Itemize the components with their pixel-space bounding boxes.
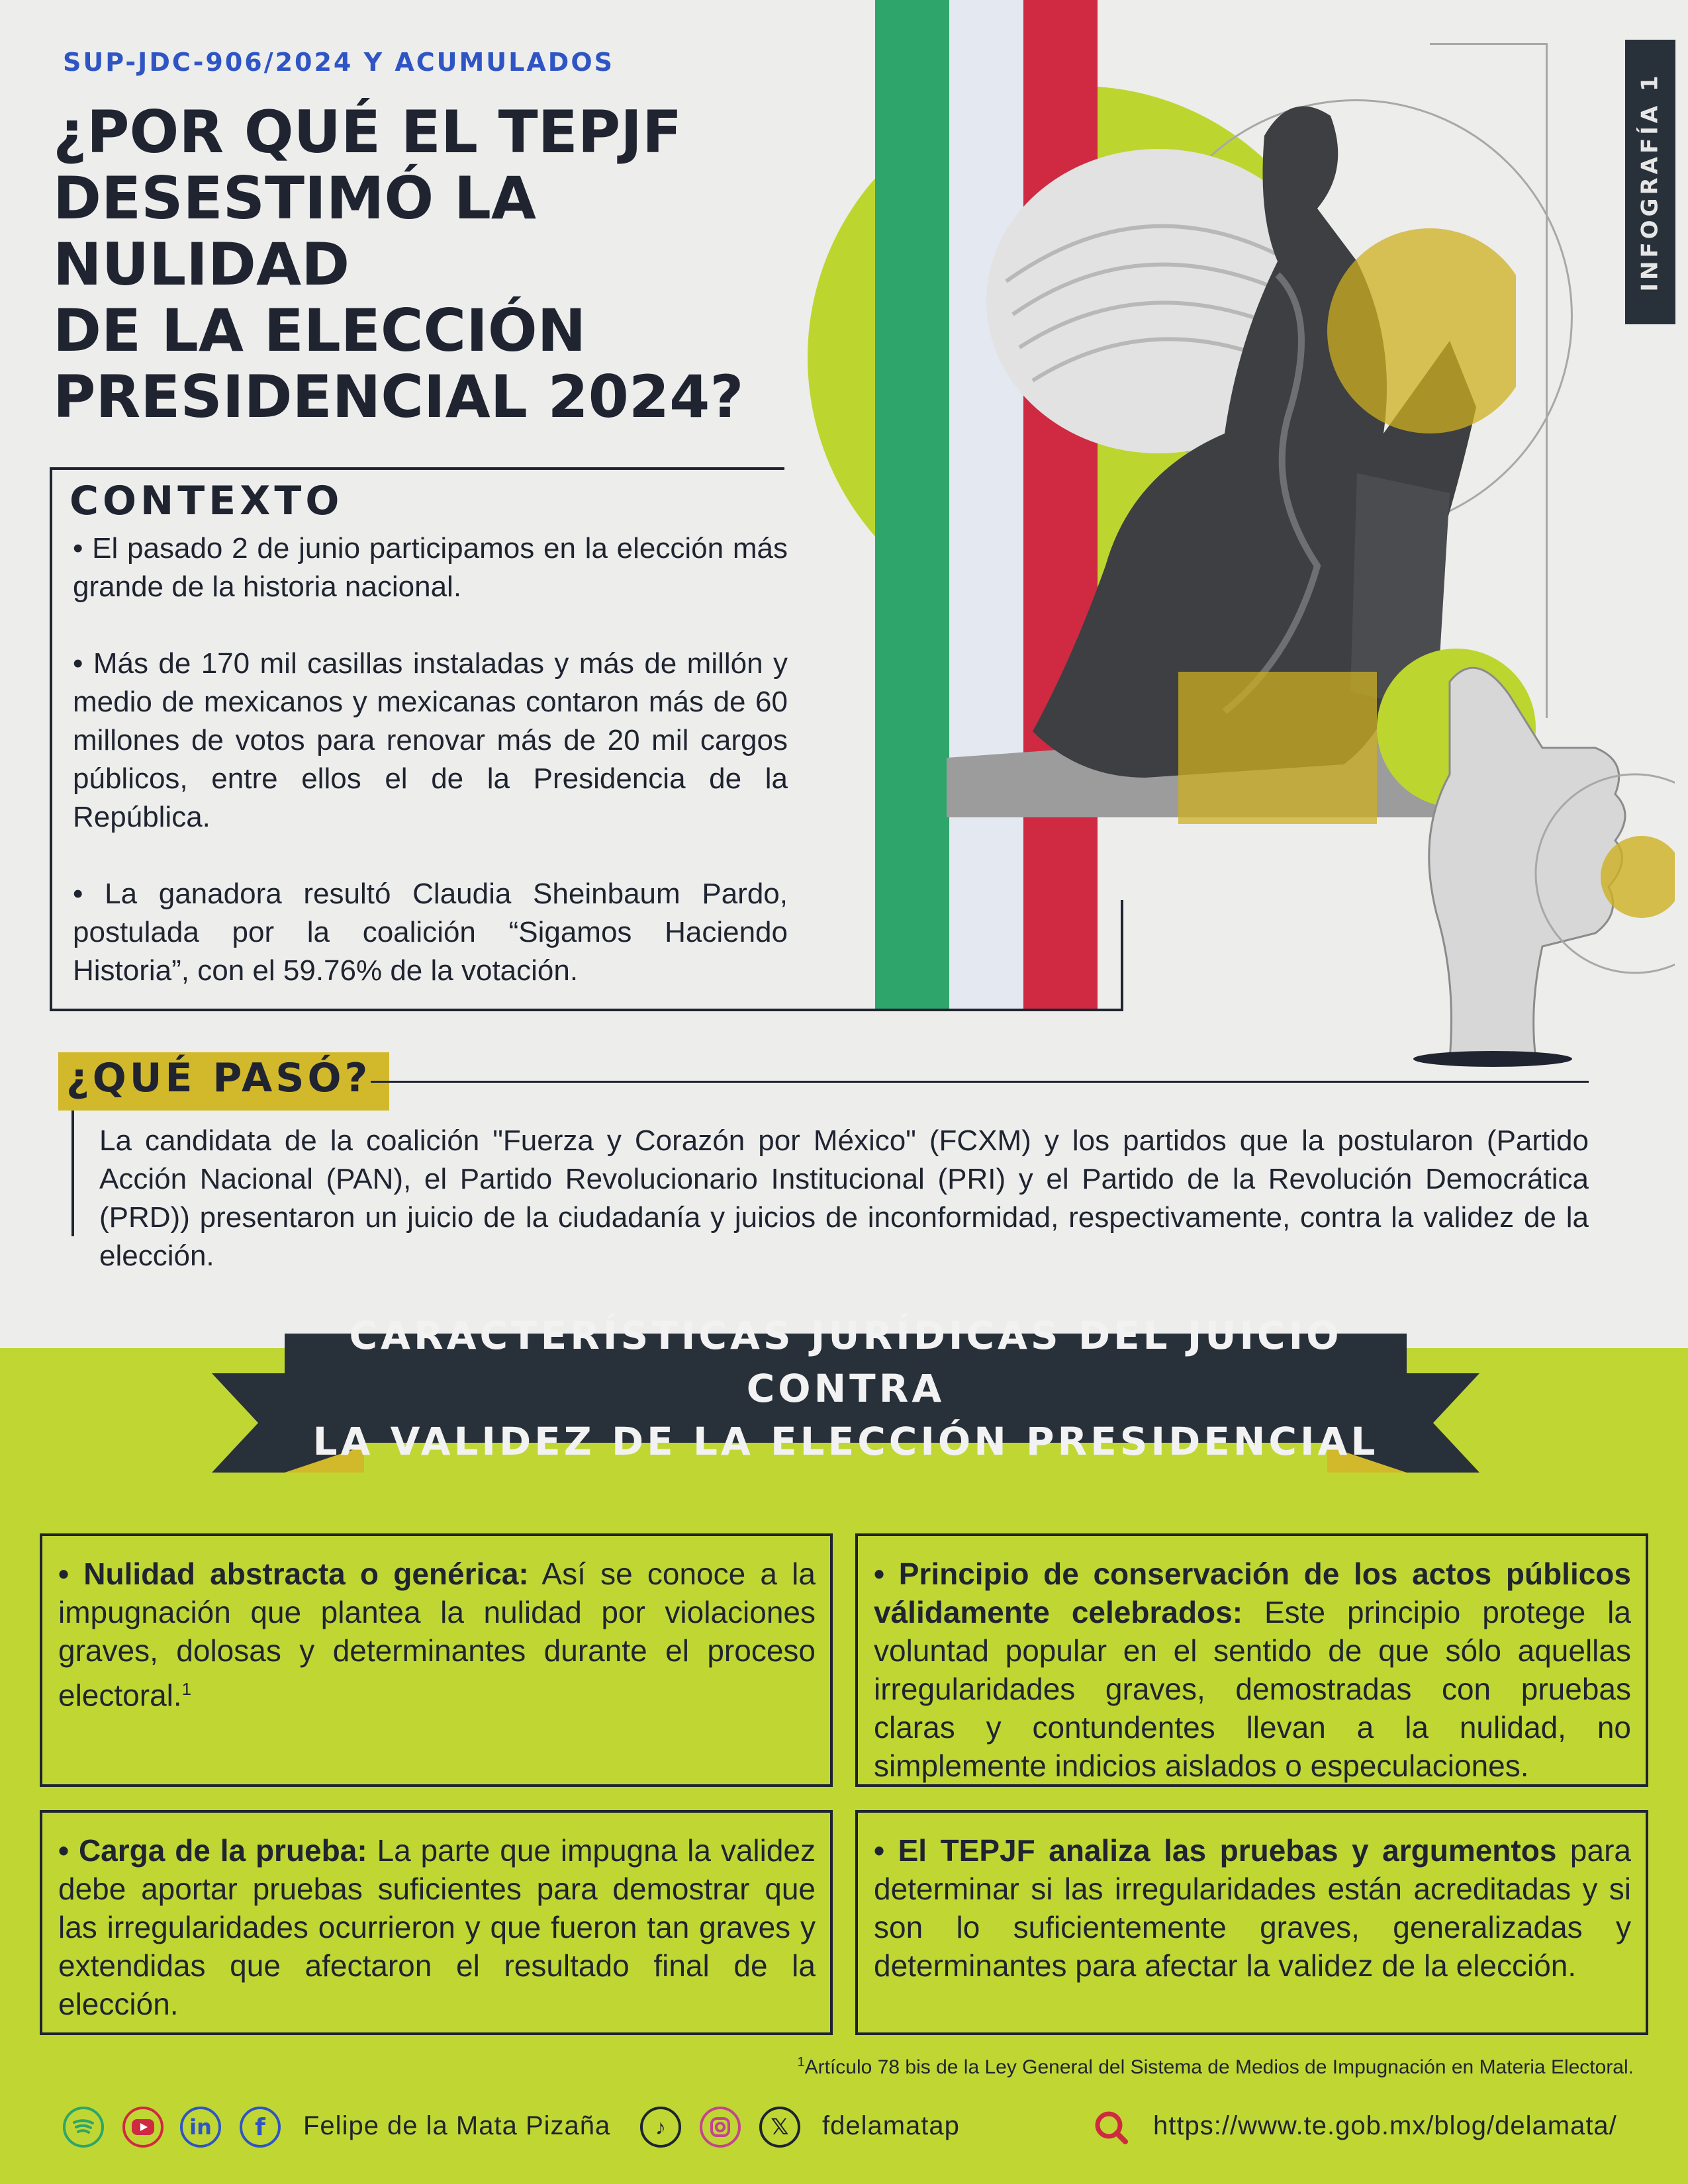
- card-text: La parte que impugna la validez debe aportar pruebas suficientes para demostrar que las irregularidades ocurrieron y que fueron tan graves y extendidas que afectaron el resultado final de la elección.: [58, 1833, 816, 2021]
- infographic-tag-label: INFOGRAFÍA 1: [1637, 72, 1664, 292]
- context-paragraph: • El pasado 2 de junio participamos en la elección más grande de la historia nacional.: [73, 532, 788, 603]
- thumbs-up-hand-illustration: [1377, 635, 1675, 1072]
- search-icon[interactable]: [1090, 2107, 1131, 2148]
- infographic-tag: [1625, 40, 1675, 324]
- characteristics-banner: [285, 1312, 1407, 1464]
- instagram-icon[interactable]: [700, 2107, 741, 2148]
- title-line: DE LA ELECCIÓN: [53, 296, 586, 365]
- context-text: [73, 529, 788, 990]
- spotify-icon[interactable]: [63, 2107, 104, 2148]
- linkedin-icon[interactable]: in: [180, 2107, 221, 2148]
- blog-url-link[interactable]: https://www.te.gob.mx/blog/delamata/: [1153, 2111, 1617, 2140]
- footnote-text: Artículo 78 bis de la Ley General del Sistema de Medios de Impugnación en Materia Electoral.: [804, 2056, 1634, 2078]
- que-paso-text: La candidata de la coalición "Fuerza y Corazón por México" (FCXM) y los partidos que la postularon (Partido Acción Nacional (PAN), el Partido Revolucionario Institucional (PRI) y el Partido de la Revolución Democrática (PRD)) presentaron un juicio de la ciudadanía y juicios de inconformidad, respectivamente, contra la validez de la elección.: [99, 1124, 1589, 1272]
- card-heading: • El TEPJF analiza las pruebas y argumentos: [874, 1833, 1557, 1868]
- card-text: Este principio protege la voluntad popular en el sentido de que sólo aquellas irregularidades graves, demostradas con pruebas claras y contundentes llevan a la nulidad, no simplemente indicios aislados o especulaciones.: [874, 1595, 1631, 1783]
- context-box: [50, 470, 52, 1011]
- que-paso-rule: [371, 1081, 1589, 1083]
- context-heading: CONTEXTO: [70, 478, 344, 524]
- footnote-mark: 1: [797, 2055, 805, 2070]
- title-line: DESESTIMÓ LA NULIDAD: [53, 164, 536, 298]
- title-line: PRESIDENCIAL 2024?: [53, 363, 744, 431]
- context-top-line: [50, 467, 784, 470]
- card-text: Así se conoce a la impugnación que plantea la nulidad por violaciones graves, dolosas y determinantes durante el proceso electoral.: [58, 1557, 816, 1713]
- flag-stripe-green: [875, 0, 949, 1011]
- page-title: [53, 99, 834, 430]
- context-box-right: [1121, 900, 1123, 1011]
- horizontal-guide-line: [1430, 43, 1548, 45]
- que-paso-heading: ¿QUÉ PASÓ?: [66, 1055, 371, 1101]
- facebook-icon[interactable]: f: [240, 2107, 281, 2148]
- tiktok-icon[interactable]: ♪: [640, 2107, 681, 2148]
- card-principio-conservacion: [855, 1533, 1648, 1787]
- banner-line: LA VALIDEZ DE LA ELECCIÓN PRESIDENCIAL: [312, 1418, 1379, 1464]
- footnote-ref: 1: [181, 1679, 192, 1699]
- vertical-guide-line: [1546, 43, 1548, 718]
- footnote: [798, 2055, 1634, 2079]
- case-id: SUP-JDC-906/2024 Y ACUMULADOS: [63, 48, 614, 77]
- card-nulidad-abstracta: [40, 1533, 833, 1787]
- card-text: para determinar si las irregularidades están acreditadas y si son lo suficientemente graves, generalizadas y determinantes para afectar la validez de la elección.: [874, 1833, 1631, 1983]
- que-paso-side-rule: [71, 1111, 74, 1236]
- x-icon[interactable]: 𝕏: [759, 2107, 800, 2148]
- context-paragraph: • La ganadora resultó Claudia Sheinbaum Pardo, postulada por la coalición “Sigamos Haciendo Historia”, con el 59.76% de la votación.: [73, 878, 788, 987]
- banner-line: CARACTERÍSTICAS JURÍDICAS DEL JUICIO CONTRA: [349, 1312, 1342, 1411]
- title-line: ¿POR QUÉ EL TEPJF: [53, 98, 682, 166]
- card-carga-prueba: [40, 1810, 833, 2035]
- context-paragraph: • Más de 170 mil casillas instaladas y más de millón y medio de mexicanos y mexicanas contaron más de 60 millones de votos para renovar más de 20 mil cargos públicos, entre ellos el de la Presidencia de la República.: [73, 647, 788, 833]
- card-tepjf-analiza: [855, 1810, 1648, 2035]
- social-handle: fdelamatap: [822, 2111, 960, 2140]
- context-box-bottom: [50, 1009, 1123, 1011]
- author-name: Felipe de la Mata Pizaña: [303, 2111, 611, 2140]
- card-heading: • Nulidad abstracta o genérica:: [58, 1557, 529, 1591]
- youtube-icon[interactable]: [122, 2107, 164, 2148]
- card-heading: • Carga de la prueba:: [58, 1833, 367, 1868]
- card-heading: • Principio de conservación de los actos públicos válidamente celebrados:: [874, 1557, 1631, 1629]
